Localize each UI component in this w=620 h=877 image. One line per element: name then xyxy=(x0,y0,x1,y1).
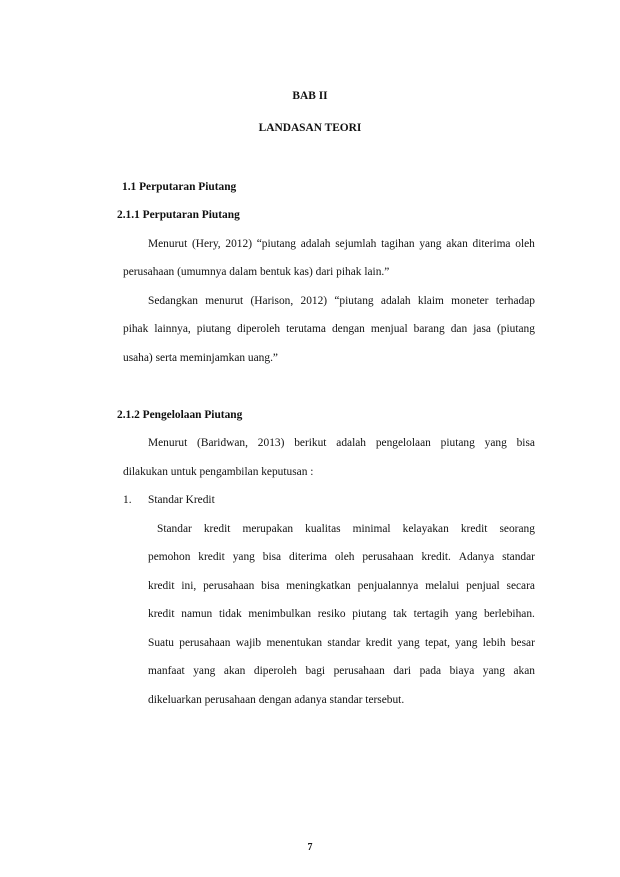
word: terutama xyxy=(286,323,326,335)
word: yang xyxy=(455,608,478,620)
word: penjualannya xyxy=(357,580,419,592)
subsection-heading-2-1-2: 2.1.2 Pengelolaan Piutang xyxy=(117,409,243,421)
word: tagihan xyxy=(381,238,415,250)
word: yang xyxy=(482,665,505,677)
word: oleh xyxy=(515,238,535,250)
word: (Harison, xyxy=(250,295,294,307)
word: manfaat xyxy=(148,665,185,677)
section-heading-1-1: 1.1 Perputaran Piutang xyxy=(122,181,237,193)
word: penjual xyxy=(466,580,500,592)
paragraph-line xyxy=(148,607,535,621)
word: akan xyxy=(446,238,468,250)
page-number: 7 xyxy=(307,842,313,853)
word: akan xyxy=(513,665,535,677)
word: dari xyxy=(393,665,412,677)
word: lainnya, xyxy=(154,323,191,335)
word: resiko xyxy=(317,608,346,620)
word: kredit xyxy=(198,551,225,563)
word: meningkatkan xyxy=(286,580,351,592)
word: standar xyxy=(327,637,361,649)
word: pihak xyxy=(123,323,149,335)
word: piutang xyxy=(196,323,231,335)
word: kredit xyxy=(148,608,175,620)
paragraph-line: dikeluarkan perusahaan dengan adanya standar tersebut. xyxy=(148,694,405,706)
word: 2012) xyxy=(225,238,252,250)
word: yang xyxy=(193,665,216,677)
word: pemohon xyxy=(148,551,191,563)
word: yang xyxy=(397,637,420,649)
paragraph-line xyxy=(148,550,535,564)
word: dan xyxy=(450,323,468,335)
word: namun xyxy=(181,608,213,620)
word: yang xyxy=(419,238,442,250)
word: Adanya xyxy=(458,551,495,563)
word: (Hery, xyxy=(191,238,221,250)
word: tertagih xyxy=(413,608,449,620)
word: Sedangkan xyxy=(148,295,198,307)
word: bagi xyxy=(305,665,326,677)
word: adalah xyxy=(380,295,411,307)
word: secara xyxy=(506,580,535,592)
word: kredit xyxy=(203,523,231,535)
word: kualitas xyxy=(305,523,341,535)
word: 2013) xyxy=(257,437,285,449)
word: standar xyxy=(502,551,535,563)
word: perusahaan xyxy=(362,551,414,563)
word: tak xyxy=(393,608,407,620)
paragraph-line xyxy=(148,436,535,450)
paragraph-line: usaha) serta meminjamkan uang.” xyxy=(123,352,278,364)
paragraph-line xyxy=(148,237,535,251)
paragraph-line xyxy=(123,322,535,336)
word: bisa xyxy=(262,551,282,563)
word: oleh xyxy=(334,551,355,563)
word: adalah xyxy=(336,437,366,449)
word: Standar xyxy=(157,523,192,535)
paragraph-line xyxy=(148,664,535,678)
word: yang xyxy=(232,551,255,563)
word: “piutang xyxy=(256,238,296,250)
word: melalui xyxy=(425,580,460,592)
word: besar xyxy=(510,637,535,649)
word: perusahaan xyxy=(333,665,385,677)
word: berikut xyxy=(294,437,327,449)
word: yang xyxy=(455,637,478,649)
word: pada xyxy=(419,665,442,677)
word: tepat, xyxy=(425,637,450,649)
word: perusahaan xyxy=(203,580,255,592)
list-item-title: Standar Kredit xyxy=(148,494,215,506)
chapter-label: BAB II xyxy=(292,90,328,102)
word: Menurut xyxy=(148,238,188,250)
word: seorang xyxy=(499,523,535,535)
word: perusahaan xyxy=(179,637,231,649)
word: piutang xyxy=(440,437,475,449)
paragraph-line xyxy=(148,294,535,308)
word: wajib xyxy=(235,637,262,649)
word: menimbulkan xyxy=(248,608,312,620)
word: piutang xyxy=(352,608,387,620)
word: menjual xyxy=(370,323,408,335)
word: pengelolaan xyxy=(375,437,431,449)
paragraph-line xyxy=(157,522,535,536)
subsection-heading-2-1-1: 2.1.1 Perputaran Piutang xyxy=(117,209,240,221)
word: diperoleh xyxy=(237,323,281,335)
list-item-number: 1. xyxy=(123,494,132,506)
word: berlebihan. xyxy=(483,608,535,620)
word: terhadap xyxy=(495,295,535,307)
paragraph-line xyxy=(148,579,535,593)
word: dengan xyxy=(331,323,365,335)
word: kredit. xyxy=(421,551,451,563)
word: kredit xyxy=(148,580,175,592)
word: adalah xyxy=(300,238,331,250)
word: klaim xyxy=(417,295,444,307)
word: 2012) xyxy=(300,295,328,307)
chapter-title: LANDASAN TEORI xyxy=(258,122,362,134)
word: diterima xyxy=(289,551,327,563)
word: biaya xyxy=(449,665,475,677)
paragraph-line: dilakukan untuk pengambilan keputusan : xyxy=(123,466,314,478)
word: kelayakan xyxy=(402,523,449,535)
word: diperoleh xyxy=(253,665,297,677)
word: barang xyxy=(413,323,445,335)
word: diterima xyxy=(472,238,511,250)
word: (Baridwan, xyxy=(197,437,248,449)
word: bisa xyxy=(261,580,280,592)
word: kredit xyxy=(365,637,393,649)
word: sejumlah xyxy=(335,238,377,250)
word: lebih xyxy=(482,637,506,649)
word: “piutang xyxy=(334,295,374,307)
word: Menurut xyxy=(148,437,188,449)
word: kredit xyxy=(460,523,488,535)
word: moneter xyxy=(451,295,489,307)
paragraph-line: perusahaan (umumnya dalam bentuk kas) dari pihak lain.” xyxy=(123,266,390,278)
word: ini, xyxy=(181,580,197,592)
word: Suatu xyxy=(148,637,174,649)
word: yang xyxy=(484,437,507,449)
word: akan xyxy=(223,665,246,677)
word: tidak xyxy=(218,608,242,620)
word: menentukan xyxy=(266,637,323,649)
word: jasa xyxy=(473,323,491,335)
word: minimal xyxy=(352,523,391,535)
paragraph-line xyxy=(148,636,535,650)
word: bisa xyxy=(516,437,535,449)
word: menurut xyxy=(205,295,244,307)
word: (piutang xyxy=(496,323,535,335)
word: merupakan xyxy=(242,523,294,535)
